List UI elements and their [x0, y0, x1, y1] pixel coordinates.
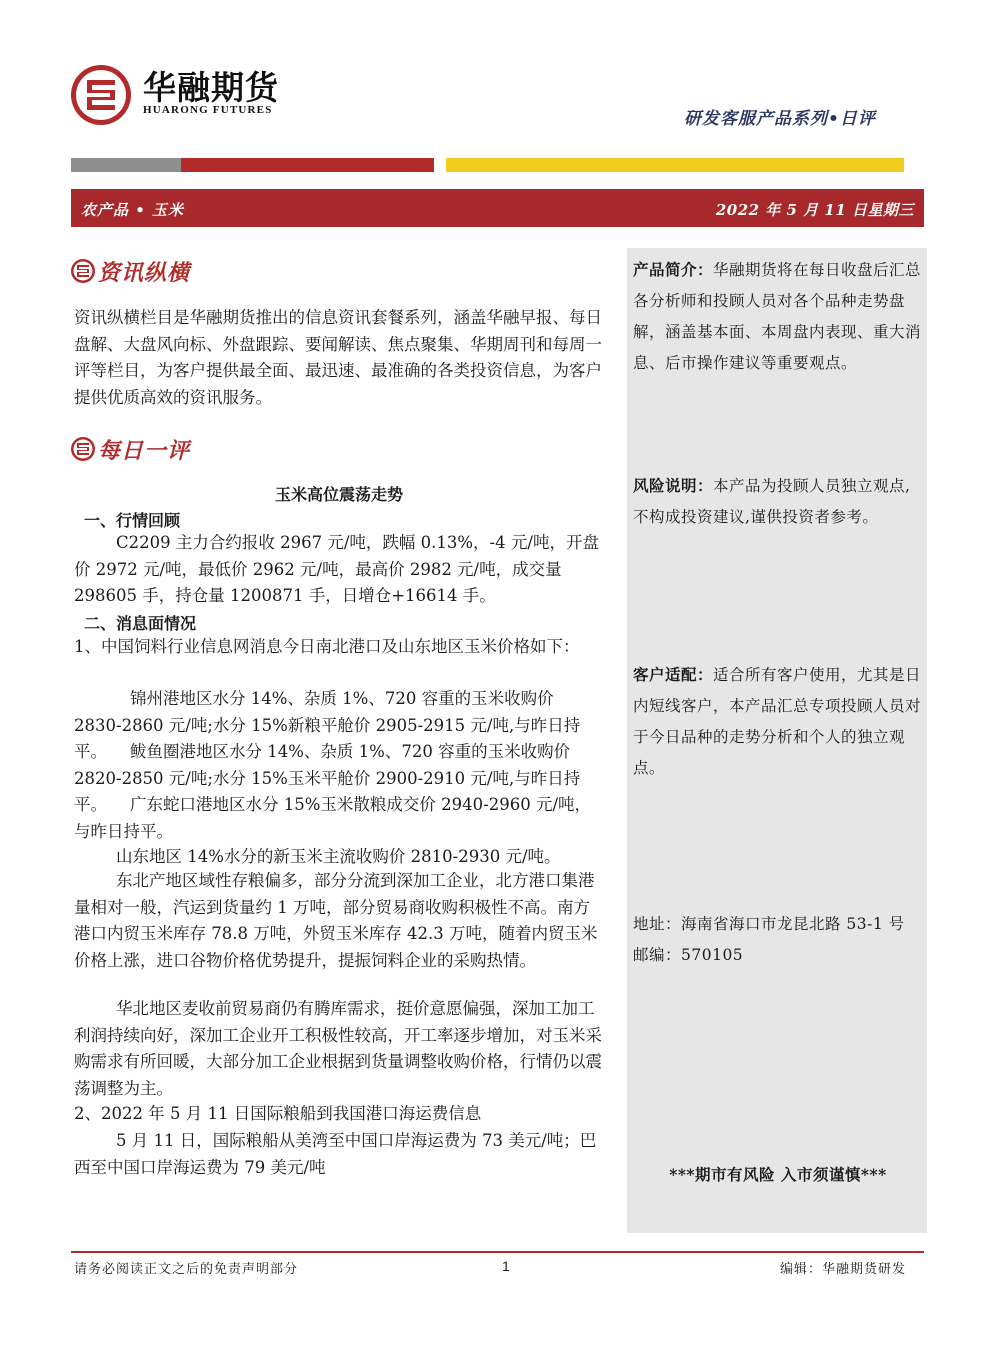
news-paragraph-freight: 5 月 11 日，国际粮船从美湾至中国口岸海运费为 73 美元/吨；巴西至中国口岸海运费为 79 美元/吨 [74, 1131, 597, 1177]
footer-editor: 编辑：华融期货研发 [780, 1262, 907, 1277]
header-bar-grey [71, 158, 181, 172]
report-date: 2022 年 5 月 11 日星期三 [715, 201, 914, 219]
section-title-news: 资讯纵横 [98, 260, 191, 286]
brand-name-cn: 华融期货 [143, 68, 279, 107]
category-date-band [71, 189, 924, 227]
section-logo-icon [70, 258, 96, 284]
page-number: 1 [502, 1258, 510, 1274]
footer-disclaimer-note: 请务必阅读正文之后的免责声明部分 [74, 1262, 299, 1277]
news-paragraph-freight-heading: 2、2022 年 5 月 11 日国际粮船到我国港口海运费信息 [74, 1104, 482, 1123]
sidebar-address: 地址：海南省海口市龙昆北路 53-1 号 [633, 915, 905, 933]
market-review-paragraph: C2209 主力合约报收 2967 元/吨，跌幅 0.13%，-4 元/吨，开盘价 2972 元/吨，最低价 2962 元/吨，最高价 2982 元/吨，成交量 298605 手，持仓量 1200871 手，日增仓+16614 手。 [74, 533, 599, 605]
sidebar-product-intro [633, 254, 923, 379]
section-title-daily: 每日一评 [98, 438, 191, 464]
huarong-logo-icon [70, 64, 132, 126]
article-title: 玉米高位震荡走势 [274, 485, 403, 504]
news-paragraph-shandong: 山东地区 14%水分的新玉米主流收购价 2810-2930 元/吨。 [116, 847, 561, 866]
heading-market-review: 一、行情回顾 [84, 511, 181, 530]
risk-label: 风险说明： [633, 476, 714, 495]
news-paragraph-shekou: 广东蛇口港地区水分 15%玉米散粮成交价 2940-2960 元/吨，与昨日持平。 [74, 795, 592, 841]
client-label: 客户适配： [633, 665, 714, 684]
news-paragraph-1: 1、中国饲料行业信息网消息今日南北港口及山东地区玉米价格如下： [74, 637, 580, 656]
news-paragraph-jinzhou: 锦州港地区水分 14%、杂质 1%、720 容重的玉米收购价 2830-2860 元/吨;水分 15%新粮平舱价 2905-2915 元/吨,与昨日持平。 [74, 689, 581, 761]
intro-text: 华融期货将在每日收盘后汇总各分析师和投顾人员对各个品种走势盘解，涵盖基本面、本周盘内表现、重大消息、后市操作建议等重要观点。 [633, 261, 922, 372]
sidebar-risk-note [633, 470, 923, 533]
series-title: 研发客服产品系列•日评 [684, 109, 876, 129]
heading-news: 二、消息面情况 [84, 614, 197, 633]
news-paragraph-northchina: 华北地区麦收前贸易商仍有腾库需求，挺价意愿偏强，深加工加工利润持续向好，深加工企业开工积极性较高，开工率逐步增加，对玉米采购需求有所回暖，大部分加工企业根据到货量调整收购价格，行情仍以震荡调整为主。 [74, 999, 602, 1098]
news-intro-paragraph: 资讯纵横栏目是华融期货推出的信息资讯套餐系列，涵盖华融早报、每日盘解、大盘风向标、外盘跟踪、要闻解读、焦点聚集、华期周刊和每周一评等栏目，为客户提供最全面、最迅速、最准确的各类投资信息，为客户提供优质高效的资讯服务。 [74, 308, 602, 407]
sidebar [627, 248, 927, 1233]
footer-divider [71, 1251, 924, 1253]
brand-name-en: HUARONG FUTURES [143, 104, 273, 116]
section-logo-icon [70, 436, 96, 462]
risk-text: 本产品为投顾人员独立观点,不构成投资建议,谨供投资者参考。 [633, 477, 911, 526]
header-bar-red [181, 158, 434, 172]
news-paragraph-northeast: 东北产地区域性存粮偏多，部分分流到深加工企业，北方港口集港量相对一般，汽运到货量约 1 万吨，部分贸易商收购积极性不高。南方港口内贸玉米库存 78.8 万吨，外贸玉米库存 42.3 万吨，随着内贸玉米价格上涨，进口谷物价格优势提升，提振饲料企业的采购热情。 [74, 871, 598, 970]
sidebar-postcode: 邮编：570105 [633, 946, 744, 964]
sidebar-client-fit [633, 659, 923, 784]
sidebar-risk-warning: ***期市有风险 入市须谨慎*** [669, 1165, 887, 1184]
intro-label: 产品简介： [633, 260, 714, 279]
header-bar-yellow [446, 158, 904, 172]
news-paragraph-bayuquan: 鲅鱼圈港地区水分 14%、杂质 1%、720 容重的玉米收购价 2820-2850 元/吨;水分 15%玉米平舱价 2900-2910 元/吨,与昨日持平。 [74, 742, 581, 814]
category-label: 农产品 • 玉米 [81, 201, 185, 219]
client-text: 适合所有客户使用，尤其是日内短线客户，本产品汇总专项投顾人员对于今日品种的走势分析和个人的独立观点。 [633, 666, 922, 777]
